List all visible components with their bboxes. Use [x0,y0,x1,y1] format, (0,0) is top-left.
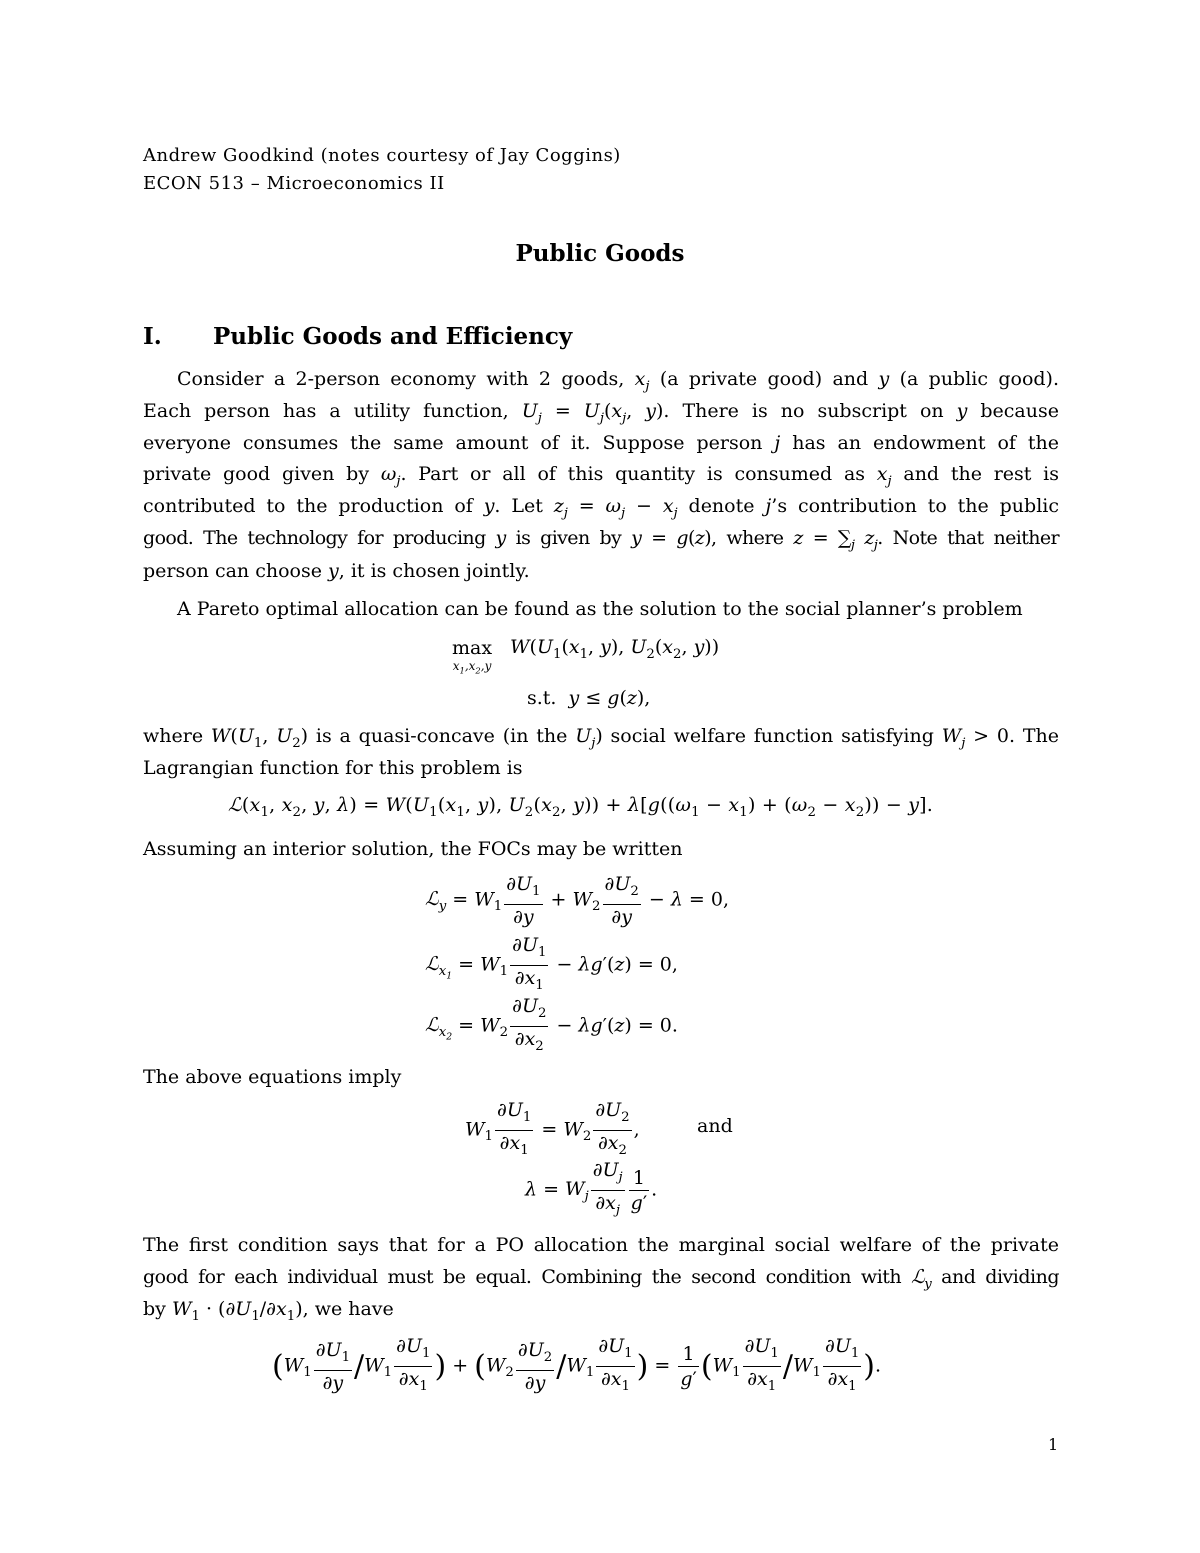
para3-line1: where $W(U_1$, $U_2$) is a quasi-concave (in the $U_j$) social welfare function satisfying $W_j > 0$. The [143,725,1059,751]
lagrangian-equation: $ℒ(x_1$, $x_2$, y, $\lambda) = W(U_1(x_1$, y), $U_2(x_2$, $y)) + \lambda[g((\omega_1 - x_1) + (\omega_2 - x_2)) - y]$. [228,794,933,820]
max-operator: max $x_1,x_2,y$ [452,637,493,676]
foc-x2: ℒ$_{x_2}$ = $W_2$ $\frac{\partial U_2}{\partial x_2}$ − λg′(z) = 0. [425,995,678,1054]
page-number: 1 [1048,1435,1059,1454]
samuelson-condition: ($W_1$ $\frac{\partial U_1}{\partial y}$ $/W_1$ $\frac{\partial U_1}{\partial x_1}$ ) + ($W_2$ $\frac{\partial U_2}{\partial y}$ $/W_1$ $\frac{\partial U_1}{\partial x_1}$ ) = $\frac{1}{g'}$ ($W_1$ $\frac{\partial U_1}{\partial x_1}$ $/W_1$ $\frac{\partial U_1}{\partial x_1}$ ). [272,1335,882,1394]
para1-line5: contributed to the production of y. Let $z_j = \omega_j - x_j$ denote j’s contribution to the public [143,495,1060,521]
section-heading [143,323,572,350]
para3-line2: Lagrangian function for this problem is [143,757,523,779]
condition-equal-msw: $W_1$ $\frac{\partial U_1}{\partial x_1}$ = $W_2$ $\frac{\partial U_2}{\partial x_2}$ , [465,1099,640,1158]
objective-function: $W(U_1(x_1$, y), $U_2(x_2$, y)) [510,636,720,662]
section-number: I. [143,323,162,350]
condition-lambda: $\lambda = W_j$ $\frac{\partial U_j}{\partial x_j}$ $\frac{1}{g'}$ . [525,1159,658,1218]
foc-x1: ℒ$_{x_1}$ = $W_1$ $\frac{\partial U_1}{\partial x_1}$ − λg′(z) = 0, [425,934,678,993]
foc-intro: Assuming an interior solution, the FOCs may be written [143,838,683,860]
foc-y: ℒ$_y$ = $W_1$ $\frac{\partial U_1}{\partial y}$ + $W_2$ $\frac{\partial U_2}{\partial y}$ − λ = 0, [425,873,730,928]
para1-line7: person can choose y, it is chosen jointly. [143,560,530,582]
para4-line3: by $W_1 \cdot (\partial U_1/\partial x_1)$, we have [143,1298,394,1324]
imply-intro: The above equations imply [143,1066,402,1088]
para1-line6: good. The technology for producing y is given by y = g(z), where $z = \sum_j$ $z_j$. Note that neither [143,527,1059,553]
page-title: Public Goods [515,240,685,267]
max-label: max [452,637,493,659]
para1-line3: everyone consumes the same amount of it. Suppose person j has an endowment of the [143,432,1059,454]
para1-line2: Each person has a utility function, $U_j = U_j(x_j$, y). There is no subscript on y because [143,400,1059,426]
author-line: Andrew Goodkind (notes courtesy of Jay Coggins) [143,145,621,166]
para4-line1: The first condition says that for a PO allocation the marginal social welfare of the private [143,1234,1059,1256]
section-title: Public Goods and Efficiency [213,323,573,350]
para1-line4: private good given by $\omega_j$. Part or all of this quantity is consumed as $x_j$ and the rest is [143,463,1059,489]
constraint: s.t. y ≤ g(z), [527,687,651,709]
para1-line1: Consider a 2-person economy with 2 goods, $x_j$ (a private good) and y (a public good). [177,368,1059,394]
course-line: ECON 513 – Microeconomics II [143,173,445,194]
and-word: and [697,1115,733,1137]
para2: A Pareto optimal allocation can be found as the solution to the social planner’s problem [177,598,1023,620]
para4-line2: good for each individual must be equal. Combining the second condition with ℒ$_y$ and dividing [143,1266,1059,1292]
